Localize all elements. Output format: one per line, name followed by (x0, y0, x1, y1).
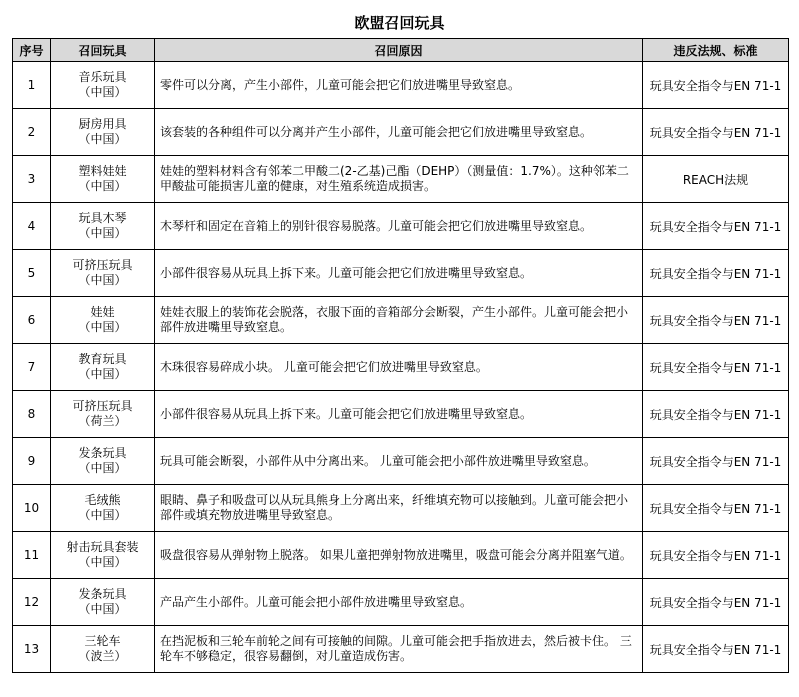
row-number: 6 (13, 297, 51, 344)
toy-origin: （波兰） (78, 649, 127, 663)
recall-reason: 玩具可能会断裂，小部件从中分离出来。 儿童可能会把小部件放进嘴里导致窒息。 (155, 438, 643, 485)
toy-name: 塑料娃娃 (78, 164, 127, 178)
row-number: 4 (13, 203, 51, 250)
recall-reason: 木珠很容易碎成小块。 儿童可能会把它们放进嘴里导致窒息。 (155, 344, 643, 391)
table-row (13, 203, 789, 250)
recall-reason: 小部件很容易从玩具上拆下来。儿童可能会把它们放进嘴里导致窒息。 (155, 250, 643, 297)
recall-reason: 娃娃衣服上的装饰花会脱落，衣服下面的音箱部分会断裂，产生小部件。儿童可能会把小部件放进嘴里导致窒息。 (155, 297, 643, 344)
violated-regulation: 玩具安全指令与EN 71-1 (643, 297, 789, 344)
toy-name: 厨房用具 (78, 117, 127, 131)
recall-reason: 吸盘很容易从弹射物上脱落。 如果儿童把弹射物放进嘴里，吸盘可能会分离并阻塞气道。 (155, 532, 643, 579)
violated-regulation: REACH法规 (643, 156, 789, 203)
row-number: 2 (13, 109, 51, 156)
recalled-toy (51, 250, 155, 297)
recalled-toy (51, 297, 155, 344)
recall-reason: 娃娃的塑料材料含有邻苯二甲酸二(2-乙基)己酯（DEHP）（测量值：1.7%）。这种邻苯二甲酸盐可能损害儿童的健康，对生殖系统造成损害。 (155, 156, 643, 203)
recall-reason: 眼睛、鼻子和吸盘可以从玩具熊身上分离出来，纤维填充物可以接触到。儿童可能会把小部件或填充物放进嘴里导致窒息。 (155, 485, 643, 532)
toy-origin: （中国） (78, 367, 127, 381)
violated-regulation: 玩具安全指令与EN 71-1 (643, 203, 789, 250)
toy-name: 发条玩具 (78, 446, 127, 460)
recalled-toy (51, 626, 155, 673)
row-number: 3 (13, 156, 51, 203)
recalled-toy (51, 156, 155, 203)
recall-reason: 小部件很容易从玩具上拆下来。儿童可能会把它们放进嘴里导致窒息。 (155, 391, 643, 438)
toy-origin: （中国） (78, 508, 127, 522)
toy-origin: （中国） (78, 85, 127, 99)
recall-reason: 木琴杆和固定在音箱上的别针很容易脱落。儿童可能会把它们放进嘴里导致窒息。 (155, 203, 643, 250)
violated-regulation: 玩具安全指令与EN 71-1 (643, 391, 789, 438)
toy-name: 教育玩具 (78, 352, 127, 366)
recall-reason: 产品产生小部件。儿童可能会把小部件放进嘴里导致窒息。 (155, 579, 643, 626)
table-row (13, 109, 789, 156)
toy-name: 音乐玩具 (78, 70, 127, 84)
toy-name: 毛绒熊 (84, 493, 121, 507)
recall-reason: 在挡泥板和三轮车前轮之间有可接触的间隙。儿童可能会把手指放进去，然后被卡住。 三轮车不够稳定，很容易翻倒，对儿童造成伤害。 (155, 626, 643, 673)
table-row (13, 250, 789, 297)
page-title: 欧盟召回玩具 (354, 14, 445, 32)
violated-regulation: 玩具安全指令与EN 71-1 (643, 62, 789, 109)
recalled-toy (51, 62, 155, 109)
row-number: 8 (13, 391, 51, 438)
table-row (13, 626, 789, 673)
row-number: 13 (13, 626, 51, 673)
recall-reason: 该套装的各种组件可以分离并产生小部件，儿童可能会把它们放进嘴里导致窒息。 (155, 109, 643, 156)
recalled-toy (51, 438, 155, 485)
row-number: 12 (13, 579, 51, 626)
violated-regulation: 玩具安全指令与EN 71-1 (643, 626, 789, 673)
row-number: 7 (13, 344, 51, 391)
row-number: 9 (13, 438, 51, 485)
recalled-toy (51, 344, 155, 391)
table-row (13, 579, 789, 626)
toy-origin: （中国） (78, 555, 127, 569)
table-row (13, 438, 789, 485)
toy-name: 三轮车 (84, 634, 121, 648)
row-number: 10 (13, 485, 51, 532)
violated-regulation: 玩具安全指令与EN 71-1 (643, 485, 789, 532)
row-number: 11 (13, 532, 51, 579)
header-num: 序号 (13, 39, 51, 62)
header-reason: 召回原因 (155, 39, 643, 62)
header-toy: 召回玩具 (51, 39, 155, 62)
violated-regulation: 玩具安全指令与EN 71-1 (643, 438, 789, 485)
recall-reason: 零件可以分离，产生小部件，儿童可能会把它们放进嘴里导致窒息。 (155, 62, 643, 109)
toy-name: 发条玩具 (78, 587, 127, 601)
table-header-row (13, 39, 789, 62)
row-number: 1 (13, 62, 51, 109)
toy-origin: （中国） (78, 273, 127, 287)
violated-regulation: 玩具安全指令与EN 71-1 (643, 109, 789, 156)
toy-name: 射击玩具套装 (66, 540, 139, 554)
header-regulation: 违反法规、标准 (643, 39, 789, 62)
toy-origin: （中国） (78, 132, 127, 146)
toy-origin: （中国） (78, 320, 127, 334)
recalled-toy (51, 391, 155, 438)
toy-name: 可挤压玩具 (72, 399, 133, 413)
toy-origin: （中国） (78, 226, 127, 240)
toy-origin: （中国） (78, 461, 127, 475)
toy-name: 玩具木琴 (78, 211, 127, 225)
recall-table (12, 38, 789, 673)
toy-origin: （中国） (78, 602, 127, 616)
recalled-toy (51, 485, 155, 532)
table-row (13, 532, 789, 579)
violated-regulation: 玩具安全指令与EN 71-1 (643, 344, 789, 391)
toy-origin: （荷兰） (78, 414, 127, 428)
table-row (13, 297, 789, 344)
table-row (13, 62, 789, 109)
recalled-toy (51, 109, 155, 156)
recalled-toy (51, 532, 155, 579)
table-row (13, 391, 789, 438)
violated-regulation: 玩具安全指令与EN 71-1 (643, 532, 789, 579)
violated-regulation: 玩具安全指令与EN 71-1 (643, 250, 789, 297)
row-number: 5 (13, 250, 51, 297)
violated-regulation: 玩具安全指令与EN 71-1 (643, 579, 789, 626)
toy-origin: （中国） (78, 179, 127, 193)
table-row (13, 485, 789, 532)
recalled-toy (51, 203, 155, 250)
recalled-toy (51, 579, 155, 626)
table-row (13, 156, 789, 203)
toy-name: 可挤压玩具 (72, 258, 133, 272)
table-row (13, 344, 789, 391)
toy-name: 娃娃 (90, 305, 115, 319)
